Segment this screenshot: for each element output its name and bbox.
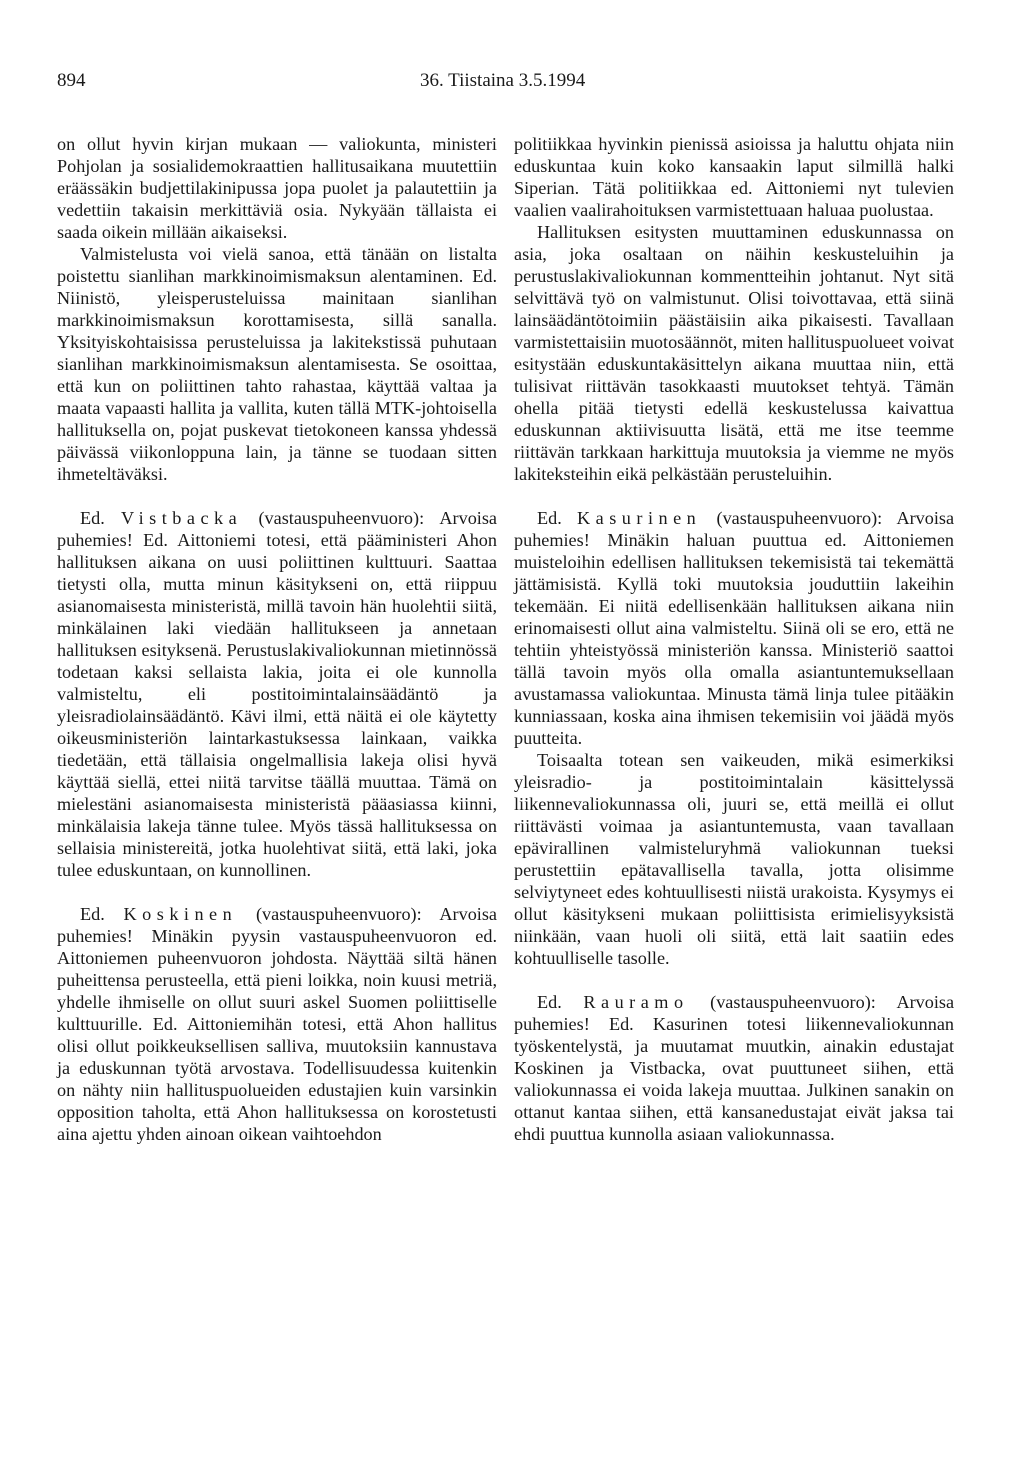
speaker-name: Kasurinen: [577, 508, 702, 528]
speaker-name: Vistbacka: [121, 508, 243, 528]
speech-text: Arvoisa puhemies! Minäkin haluan puuttua ed. Aittoniemen muisteloihin edellisen hallituksen tekemisistä tai tekemättä jättämisistä. Kyllä toki muutoksia jouduttiin lakeihin tekemään. Ei niitä edellisenkään hallituksen aikana niin erinomaisesti ollut aina valmisteltu. Siinä oli se ero, että ne tehtiin yhteistyössä ministeriön kanssa. Ministeriö saattoi tällä tavoin myös olla omalla asiantuntemuksellaan avustamassa valiokuntaa. Minusta tämä linja tulee pitääkin kunniassaan, koska aina ihmisen tekemisiin voi jäädä myös puutteita.: [514, 508, 955, 748]
paragraph: politiikkaa hyvinkin pienissä asioissa ja haluttu ohjata niin eduskuntaa kuin koko kansaakin laput silmillä halki Siperian. Tätä politiikkaa ed. Aittoniemi nyt tulevien vaalien vaalirahoituksen varmistettuaan haluaa puolustaa.: [514, 134, 954, 220]
speaker-name: Koskinen: [123, 904, 238, 924]
paragraph: Valmistelusta voi vielä sanoa, että tänään on listalta poistettu sianlihan markkinoimismaksun alentaminen. Ed. Niinistö, yleisperusteluissa mainitaan sianlihan markkinoimismaksun korottamisesta, sillä sanalla. Yksityiskohtaisissa perusteluissa ja lakitekstissä puhutaan sianlihan markkinoimismaksun alentamisesta. Se osoittaa, että kun on poliittinen tahto rahastaa, käyttää valtaa ja maata vapaasti hallita ja vallita, kuten tällä MTK-johtoisella hallituksella on, pojat puskevat tietokoneen kanssa yhdessä päivässä viikonloppuna lain, ja tänne se tuodaan sitten ihmeteltäväksi.: [57, 244, 497, 484]
paragraph: Toisaalta totean sen vaikeuden, mikä esimerkiksi yleisradio- ja postitoimintalain käsittelyssä liikennevaliokunnassa oli, juuri se, että meillä ei ollut riittävästi voimaa ja asiantuntemusta, vaan tavallaan epävirallinen valmisteluryhmä valiokunnan tueksi perustettiin epätavallisella tavalla, jotta olisimme selviytyneet edes kohtuullisesti niistä urakoista. Kysymys ei ollut käsitykseni mukaan poliittisista erimielisyyksistä niinkään, vaan huoli oli siitä, että lait saatiin edes kohtuulliselle tasolle.: [514, 750, 954, 968]
speech-koskinen: [57, 903, 497, 1145]
speaker-prefix: Ed.: [537, 992, 562, 1012]
speech-type: (vastauspuheenvuoro):: [255, 904, 422, 924]
speech-type: (vastauspuheenvuoro):: [258, 508, 425, 528]
speech-rauramo: [514, 991, 954, 1145]
left-column: [57, 133, 497, 1145]
speech-vistbacka: [57, 507, 497, 881]
paragraph: Hallituksen esitysten muuttaminen eduskunnassa on asia, joka osaltaan on näihin keskusteluihin ja perustuslakivaliokunnan kommentteihin johtanut. Nyt sitä selvittävä työ on valmistunut. Olisi toivottavaa, että siinä lainsäädäntötoimiin päästäisiin aika pikaisesti. Tavallaan varmistettaisiin muotosäännöt, miten hallituspuolueet voivat esitystään eduskuntakäsittelyn aikana muuttaa niin, että tulisivat riittävän tasokkaasti muutokset tehtyä. Tämän ohella pitää tietysti edellä keskustelussa kaivattua eduskunnan aktiivisuutta lisätä, että me itse teemme riittävän tarkkaan harkittuja muutoksia ja viemme ne myös lakiteksteihin eikä pelkästään perusteluihin.: [514, 222, 954, 484]
speaker-prefix: Ed.: [537, 508, 562, 528]
speech-type: (vastauspuheenvuoro):: [710, 992, 876, 1012]
running-head: 36. Tiistaina 3.5.1994: [420, 70, 586, 91]
speech-text: Arvoisa puhemies! Minäkin pyysin vastauspuheenvuoron ed. Aittoniemen puheenvuoron johdosta. Näyttää siltä hänen puheittensa perusteella, että pieni loikka, noin kuusi metriä, yhdelle ihmiselle on ollut suuri askel Suomen poliittiselle kulttuurille. Ed. Aittoniemihän totesi, että Ahon hallitus olisi ollut poikkeuksellisen salliva, muutoksiin kannustava ja eduskunnan työtä arvostava. Todellisuudessa kuitenkin on nähty niin hallituspuolueiden edustajien kuin varsinkin opposition taholta, että Ahon hallituksessa on korostetusti aina ajettu yhden ainoan oikean vaihtoehdon: [57, 904, 497, 1144]
speaker-name: Rauramo: [583, 992, 689, 1012]
speech-text: Arvoisa puhemies! Ed. Kasurinen totesi liikennevaliokunnan työskentelystä, ja muutamat muutkin, ainakin edustajat Koskinen ja Vistbacka, ovat puuttuneet siihen, että valiokunnassa ei voida lakeja muuttaa. Julkinen sanakin on ottanut kantaa siihen, että kansanedustajat eivät jaksa tai ehdi puuttua kunnolla asiaan valiokunnassa.: [514, 992, 955, 1144]
speaker-prefix: Ed.: [80, 904, 105, 924]
speaker-prefix: Ed.: [80, 508, 105, 528]
speech-type: (vastauspuheenvuoro):: [716, 508, 883, 528]
speech-kasurinen: [514, 507, 954, 749]
right-column: [514, 133, 954, 1145]
speech-text: Arvoisa puhemies! Ed. Aittoniemi totesi, että pääministeri Ahon hallituksen aikana on uusi poliittinen kulttuuri. Saattaa tietysti olla, mutta minun käsitykseni on, että riippuu asianomaisesta ministeristä, millä tavoin hän huolehtii siitä, minkälainen laki viedään hallitukseen ja annetaan hallituksen esityksenä. Perustuslakivaliokunnan mietinnössä todetaan kaksi sellaista lakia, joita ei ole kunnolla valmisteltu, eli postitoimintalainsäädäntö ja yleisradiolainsäädäntö. Kävi ilmi, että näitä ei ole käytetty oikeusministeriön laintarkastuksessa lainkaan, vaikka tiedetään, että tällaisia ongelmallisia lakeja olisi hyvä käyttää siellä, ettei niitä tarvitse täällä muuttaa. Tämä on mielestäni asianomaisesta ministeristä pääasiassa kiinni, minkälaisia lakeja tänne tulee. Myös tässä hallituksessa on sellaisia ministereitä, jotka huolehtivat siitä, että laki, joka tulee eduskuntaan, on kunnollinen.: [57, 508, 498, 880]
page-number: 894: [57, 70, 86, 91]
paragraph: on ollut hyvin kirjan mukaan — valiokunta, ministeri Pohjolan ja sosialidemokraattien hallitusaikana muutettiin eräässäkin budjettilakinipussa jopa puolet ja palautettiin ja vedettiin takaisin merkittäviä osia. Nykyään tällaista ei saada oikein millään aikaiseksi.: [57, 134, 497, 242]
